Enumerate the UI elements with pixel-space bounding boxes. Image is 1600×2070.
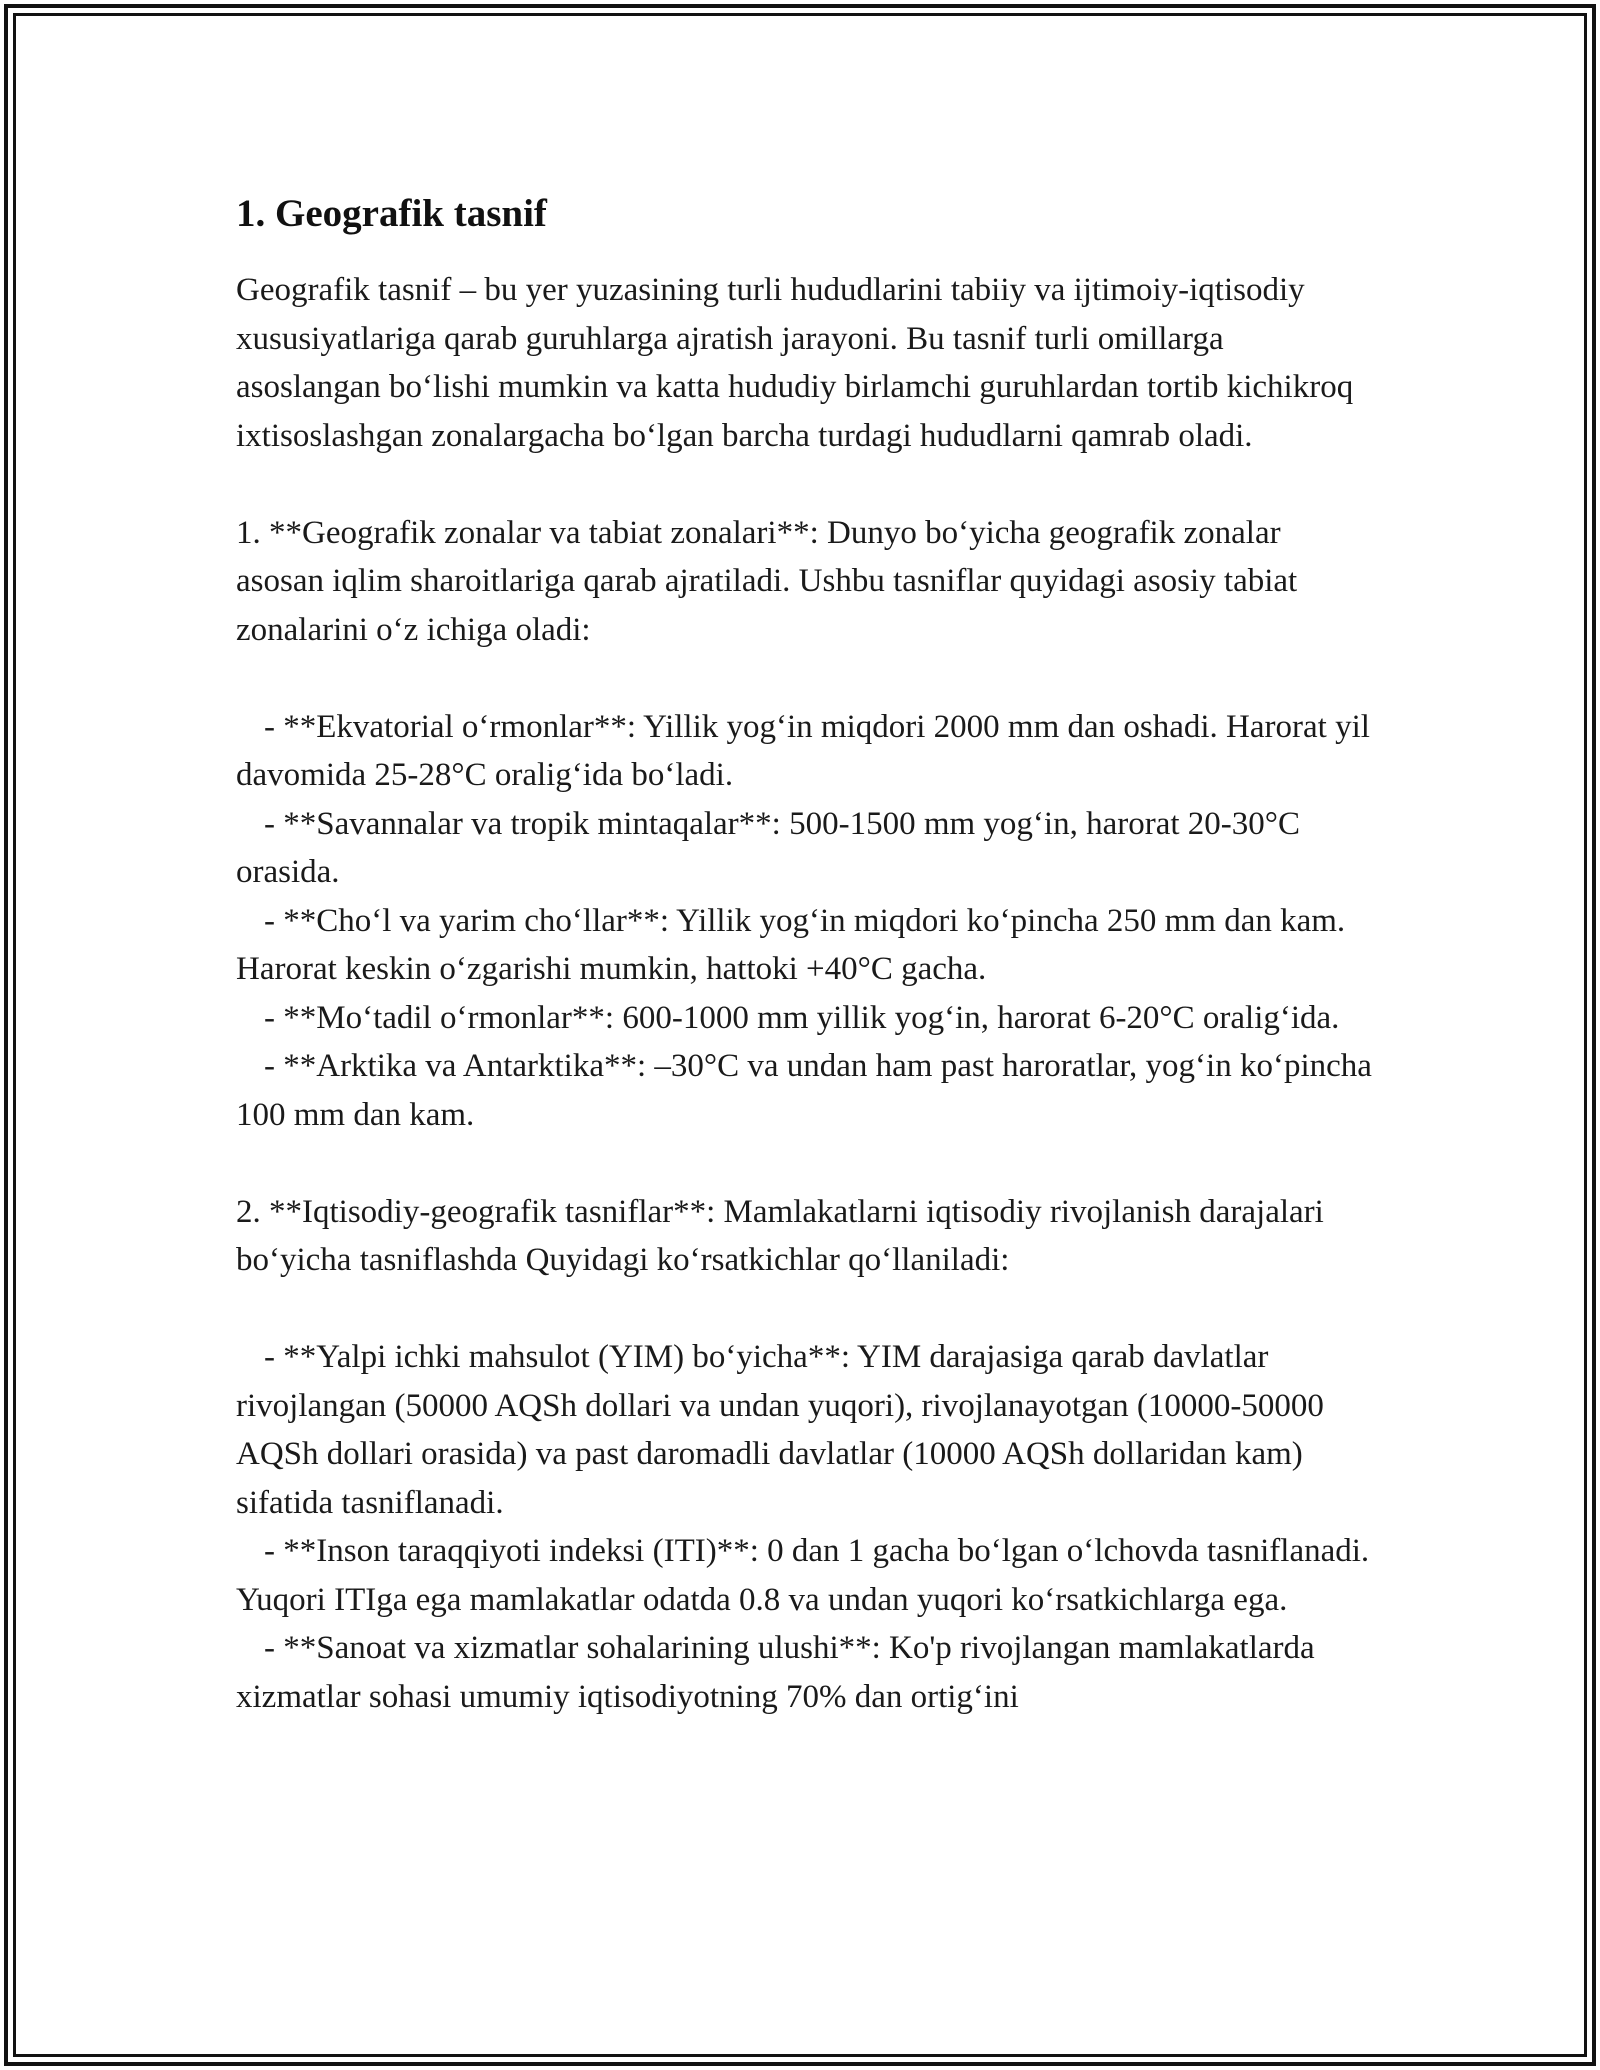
section2-paragraph: 2. **Iqtisodiy-geografik tasniflar**: Mamlakatlarni iqtisodiy rivojlanish darajalari bo‘yicha tasniflashda Quyidagi ko‘rsatkichlar qo‘llaniladi:	[236, 1193, 1324, 1278]
section-heading: 1. Geografik tasnif	[236, 192, 547, 235]
section1-bullet: - **Ekvatorial o‘rmonlar**: Yillik yog‘in miqdori 2000 mm dan oshadi. Harorat yil davomida 25-28°C oralig‘ida bo‘ladi.	[236, 708, 1370, 793]
paragraph-gap	[236, 1139, 1376, 1188]
section2-bullet: - **Sanoat va xizmatlar sohalarining ulushi**: Ko'p rivojlangan mamlakatlarda xizmatlar sohasi umumiy iqtisodiyotning 70% dan ortig‘ini	[236, 1630, 1315, 1715]
document-body	[236, 186, 1376, 1721]
section2-bullet: - **Yalpi ichki mahsulot (YIM) bo‘yicha**: YIM darajasiga qarab davlatlar rivojlangan (50000 AQSh dollari va undan yuqori), rivojlanayotgan (10000-50000 AQSh dollari orasida) va past daromadli davlatlar (10000 AQSh dollaridan kam) sifatida tasniflanadi.	[236, 1339, 1324, 1521]
section1-bullet: - **Mo‘tadil o‘rmonlar**: 600-1000 mm yillik yog‘in, harorat 6-20°C oralig‘ida.	[264, 999, 1340, 1036]
section1-bullet: - **Savannalar va tropik mintaqalar**: 500-1500 mm yog‘in, harorat 20-30°C orasida.	[236, 805, 1300, 890]
section1-paragraph: 1. **Geografik zonalar va tabiat zonalari**: Dunyo bo‘yicha geografik zonalar asosan iqlim sharoitlariga qarab ajratiladi. Ushbu tasniflar quyidagi asosiy tabiat zonalarini o‘z ichiga oladi:	[236, 514, 1298, 648]
intro-paragraph: Geografik tasnif – bu yer yuzasining turli hududlarini tabiiy va ijtimoiy-iqtisodiy xususiyatlariga qarab guruhlarga ajratish jarayoni. Bu tasnif turli omillarga asoslangan bo‘lishi mumkin va katta hududiy birlamchi guruhlardan tortib kichikroq ixtisoslashgan zonalargacha bo‘lgan barcha turdagi hududlarni qamrab oladi.	[236, 272, 1354, 454]
section1-bullet: - **Arktika va Antarktika**: –30°C va undan ham past haroratlar, yog‘in ko‘pincha 100 mm dan kam.	[236, 1048, 1372, 1133]
section2-bullet: - **Inson taraqqiyoti indeksi (ITI)**: 0 dan 1 gacha bo‘lgan o‘lchovda tasniflanadi. Yuqori ITIga ega mamlakatlar odatda 0.8 va undan yuqori ko‘rsatkichlarga ega.	[236, 1533, 1370, 1618]
paragraph-gap	[236, 460, 1376, 509]
paragraph-gap	[236, 654, 1376, 703]
paragraph-gap	[236, 1285, 1376, 1334]
section1-bullet: - **Cho‘l va yarim cho‘llar**: Yillik yog‘in miqdori ko‘pincha 250 mm dan kam. Harorat keskin o‘zgarishi mumkin, hattoki +40°C gacha.	[236, 902, 1346, 987]
